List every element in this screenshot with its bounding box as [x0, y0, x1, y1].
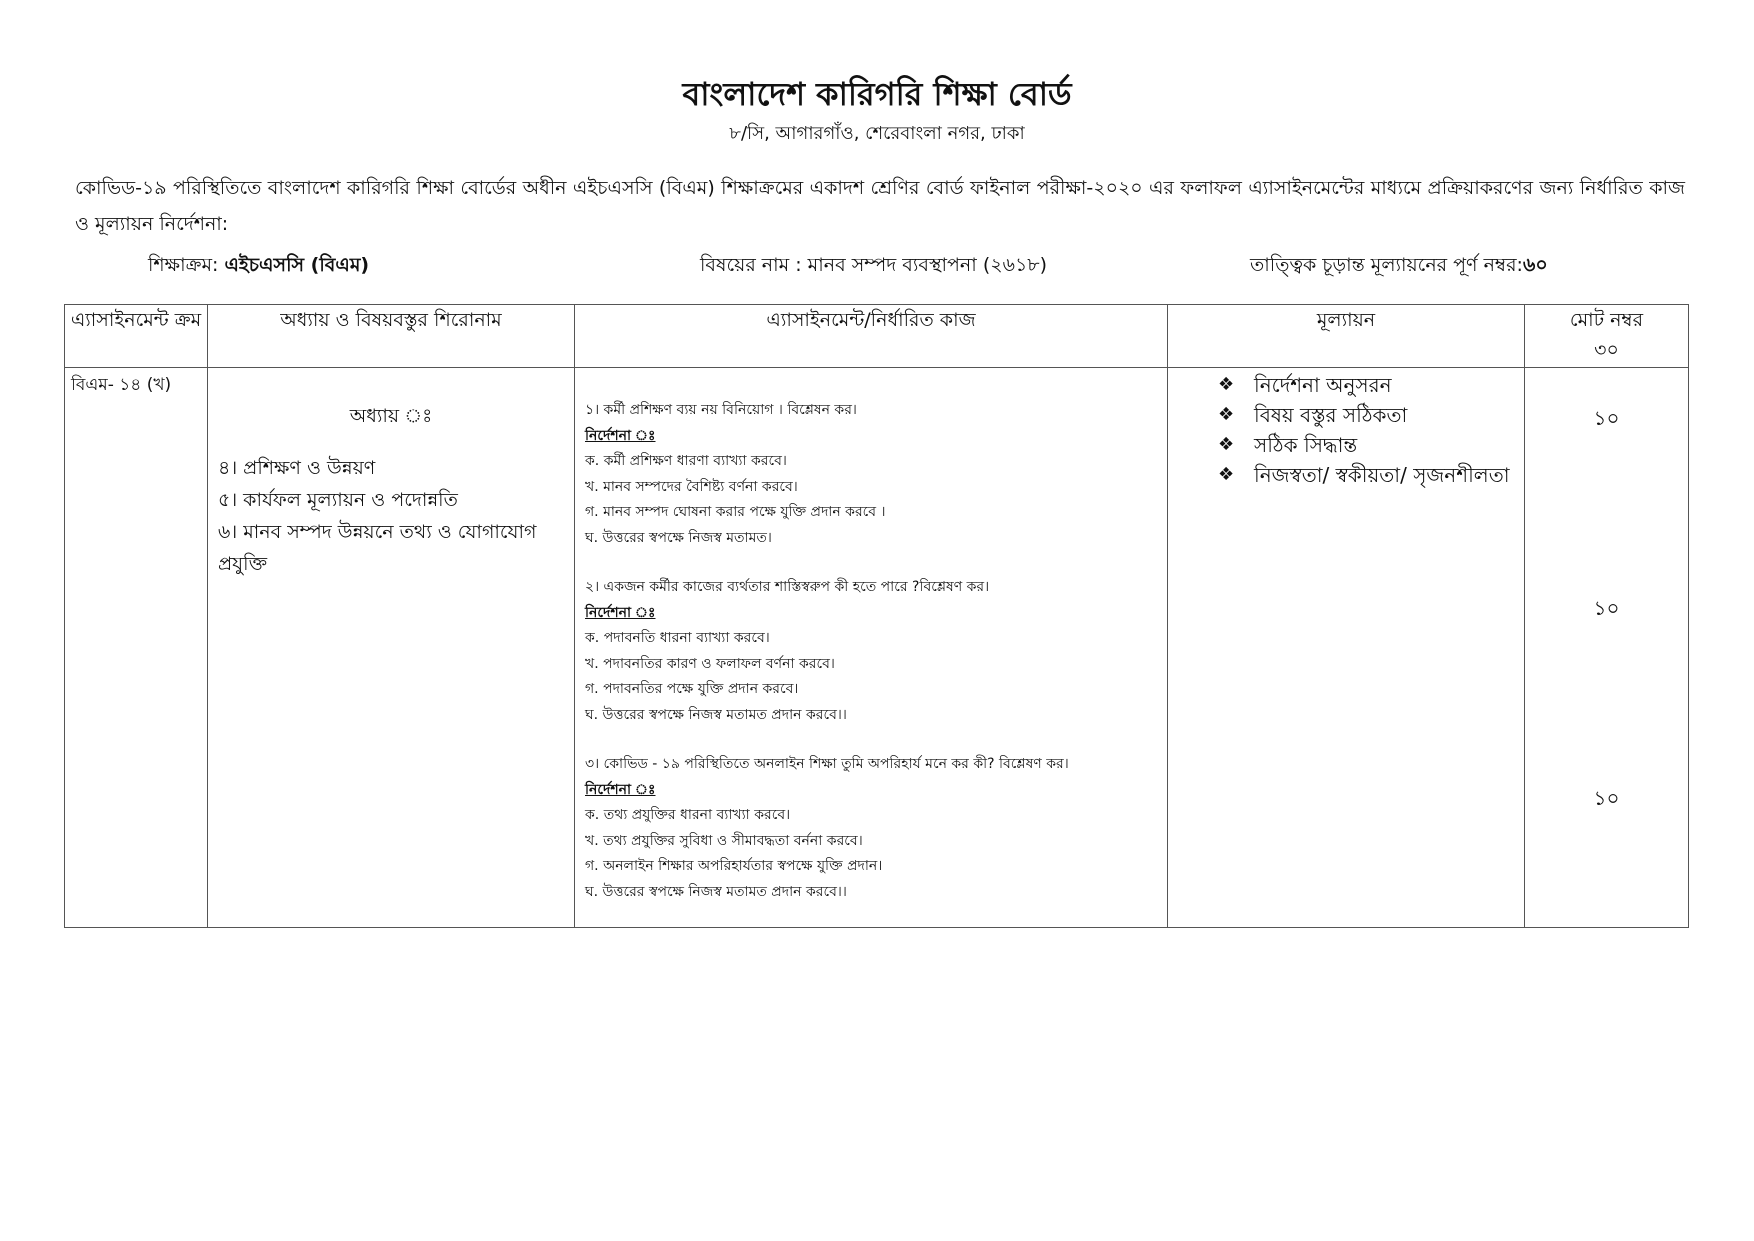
address: ৮/সি, আগারগাঁও, শেরেবাংলা নগর, ঢাকা	[729, 123, 1025, 144]
task-block	[585, 398, 1157, 551]
chapter-item: ৪। প্রশিক্ষণ ও উন্নয়ণ	[218, 457, 376, 479]
task-question: ৩। কোভিড - ১৯ পরিস্থিতিতে অনলাইন শিক্ষা তুমি অপরিহার্য মনে কর কী? বিশ্লেষণ কর।	[585, 756, 1069, 772]
header-total-label: মোট নম্বর	[1569, 309, 1644, 331]
diamond-bullet-icon: ❖	[1218, 434, 1235, 455]
marks-cell	[1525, 368, 1689, 928]
guide-point: গ. অনলাইন শিক্ষার অপরিহার্যতার স্বপক্ষে যুক্তি প্রদান।	[585, 858, 883, 874]
evaluation-item	[1218, 370, 1514, 400]
header-task: এ্যাসাইনমেন্ট/নির্ধারিত কাজ	[575, 305, 1168, 368]
mark-value: ১০	[1593, 786, 1620, 810]
full-marks-value: ৬০	[1522, 254, 1548, 276]
task-block	[585, 752, 1157, 905]
guide-point: গ. মানব সম্পদ ঘোষনা করার পক্ষে যুক্তি প্রদান করবে ।	[585, 504, 886, 520]
task-block	[585, 575, 1157, 728]
header-total-value: ৩০	[1594, 339, 1619, 361]
serial-cell: বিএম- ১৪ (খ)	[65, 368, 208, 928]
guide-point: খ. পদাবনতির কারণ ও ফলাফল বর্ণনা করবে।	[585, 655, 835, 672]
diamond-bullet-icon: ❖	[1218, 374, 1235, 395]
header-evaluation: মূল্যায়ন	[1168, 305, 1525, 368]
evaluation-text: নিজস্বতা/ স্বকীয়তা/ সৃজনশীলতা	[1254, 463, 1510, 487]
curriculum-info	[148, 252, 369, 278]
guide-point: ঘ. উত্তরের স্বপক্ষে নিজস্ব মতামত প্রদান করবে।।	[585, 883, 847, 900]
header-chapter: অধ্যায় ও বিষয়বস্তুর শিরোনাম	[208, 305, 575, 368]
page-title: বাংলাদেশ কারিগরি শিক্ষা বোর্ড	[682, 75, 1072, 113]
mark-value: ১০	[1593, 406, 1620, 430]
diamond-bullet-icon: ❖	[1218, 404, 1235, 425]
chapter-item: ৬। মানব সম্পদ উন্নয়নে তথ্য ও যোগাযোগ প্রযুক্তি	[218, 521, 537, 575]
task-question: ১। কর্মী প্রশিক্ষণ ব্যয় নয় বিনিয়োগ । বিশ্লেষন কর।	[585, 402, 857, 418]
guide-point: গ. পদাবনতির পক্ষে যুক্তি প্রদান করবে।	[585, 681, 799, 697]
guide-point: খ. মানব সম্পদের বৈশিষ্ট্য বর্ণনা করবে।	[585, 478, 798, 495]
task-question: ২। একজন কর্মীর কাজের ব্যর্থতার শাস্তিস্বরুপ কী হতে পারে ?বিশ্লেষণ কর।	[585, 579, 990, 595]
full-marks-info	[1250, 252, 1548, 278]
curriculum-label: শিক্ষাক্রম:	[148, 254, 219, 276]
chapter-cell	[208, 368, 575, 928]
guide-point: খ. তথ্য প্রযুক্তির সুবিধা ও সীমাবদ্ধতা বর্ননা করবে।	[585, 832, 863, 849]
evaluation-item	[1218, 430, 1514, 460]
evaluation-text: সঠিক সিদ্ধান্ত	[1254, 433, 1358, 457]
mark-value: ১০	[1593, 596, 1620, 620]
table-row	[65, 368, 1689, 928]
guide-point: ঘ. উত্তরের স্বপক্ষে নিজস্ব মতামত।	[585, 529, 772, 546]
guide-point: ক. তথ্য প্রযুক্তির ধারনা ব্যাখ্যা করবে।	[585, 807, 791, 823]
intro-paragraph: কোভিড-১৯ পরিস্থিতিতে বাংলাদেশ কারিগরি শিক্ষা বোর্ডের অধীন এইচএসসি (বিএম) শিক্ষাক্রমের একাদশ শ্রেণির বোর্ড ফাইনাল পরীক্ষা-২০২০ এর ফলাফল এ্যাসাইনমেন্টের মাধ্যমে প্রক্রিয়াকরণের জন্য নির্ধারিত কাজ ও মূল্যায়ন নির্দেশনা:	[75, 177, 1685, 235]
guide-point: ক. পদাবনতি ধারনা ব্যাখ্যা করবে।	[585, 630, 770, 646]
evaluation-item	[1218, 460, 1514, 490]
evaluation-cell	[1168, 368, 1525, 928]
chapter-item: ৫। কার্যফল মূল্যায়ন ও পদোন্নতি	[218, 489, 458, 511]
task-cell	[575, 368, 1168, 928]
assignment-table	[64, 304, 1689, 928]
table-header-row	[65, 305, 1689, 368]
full-marks-label: তাত্ত্বিক চূড়ান্ত মূল্যায়নের পূর্ণ নম্বর:	[1250, 254, 1523, 276]
curriculum-value: এইচএসসি (বিএম)	[224, 254, 370, 276]
guide-heading: নির্দেশনা ঃ	[585, 781, 656, 798]
guide-point: ক. কর্মী প্রশিক্ষণ ধারণা ব্যাখ্যা করবে।	[585, 453, 787, 469]
header-serial: এ্যাসাইনমেন্ট ক্রম	[65, 305, 208, 368]
evaluation-text: বিষয় বস্তুর সঠিকতা	[1254, 403, 1408, 427]
subject-info: বিষয়ের নাম : মানব সম্পদ ব্যবস্থাপনা (২৬১৮)	[700, 254, 1048, 276]
header-total	[1525, 305, 1689, 368]
chapter-heading: অধ্যায় ঃ	[349, 405, 433, 427]
guide-heading: নির্দেশনা ঃ	[585, 427, 656, 444]
guide-heading: নির্দেশনা ঃ	[585, 604, 656, 621]
evaluation-text: নির্দেশনা অনুসরন	[1254, 373, 1392, 397]
evaluation-item	[1218, 400, 1514, 430]
diamond-bullet-icon: ❖	[1218, 464, 1235, 485]
guide-point: ঘ. উত্তরের স্বপক্ষে নিজস্ব মতামত প্রদান করবে।।	[585, 706, 847, 723]
